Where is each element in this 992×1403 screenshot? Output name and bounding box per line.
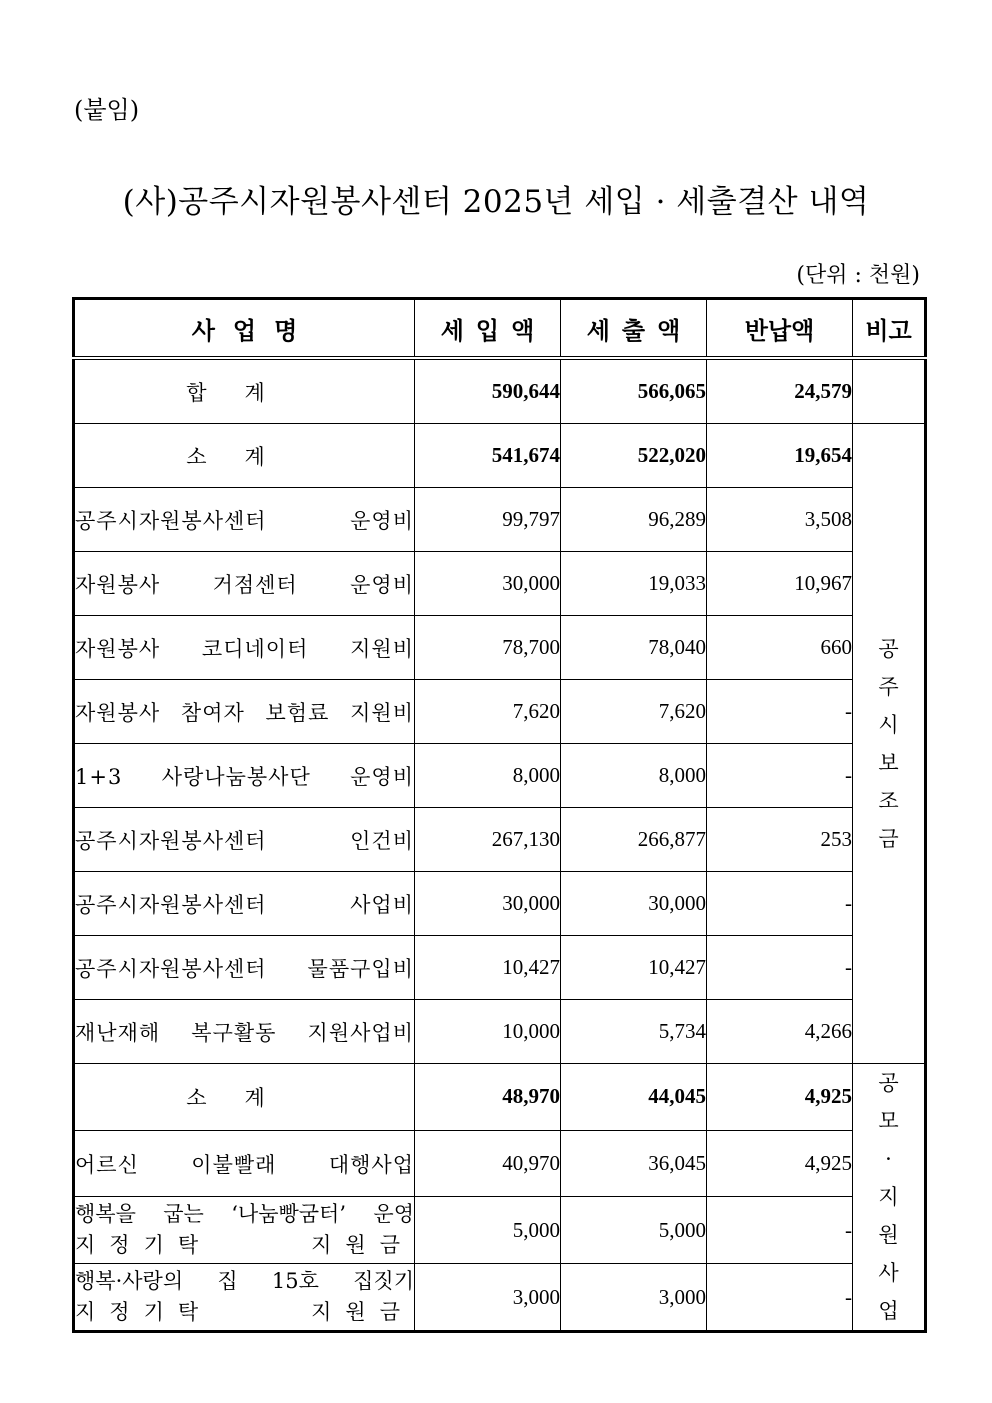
item-name: 1+3 사랑나눔봉사단 운영비 (74, 744, 415, 808)
grand-total-returned: 24,579 (707, 358, 853, 424)
item-name: 자원봉사 코디네이터 지원비 (74, 616, 415, 680)
item-name: 공주시자원봉사센터 사업비 (74, 872, 415, 936)
item-revenue: 5,000 (415, 1197, 561, 1264)
subtotal-revenue: 541,674 (415, 424, 561, 488)
table-header-row (74, 299, 926, 359)
subtotal-expenditure: 522,020 (561, 424, 707, 488)
subtotal-returned: 4,925 (707, 1064, 853, 1131)
item-name: 어르신 이불빨래 대행사업 (74, 1130, 415, 1197)
table-row (74, 680, 926, 744)
budget-table (72, 297, 927, 1333)
subtotal-label: 소계 (74, 424, 415, 488)
item-expenditure: 5,000 (561, 1197, 707, 1264)
header-expenditure: 세출액 (561, 299, 707, 359)
item-name-line2: 지정기탁 지원금 (75, 1233, 414, 1258)
item-returned: - (707, 1264, 853, 1332)
header-name: 사업명 (74, 299, 415, 359)
header-remarks: 비고 (853, 299, 926, 359)
item-name: 자원봉사 거점센터 운영비 (74, 552, 415, 616)
item-returned: - (707, 680, 853, 744)
item-name (74, 1264, 415, 1332)
table-row (74, 488, 926, 552)
grand-total-expenditure: 566,065 (561, 358, 707, 424)
item-expenditure: 19,033 (561, 552, 707, 616)
subtotal-expenditure: 44,045 (561, 1064, 707, 1131)
table-row (74, 808, 926, 872)
table-row (74, 616, 926, 680)
item-revenue: 78,700 (415, 616, 561, 680)
item-revenue: 40,970 (415, 1130, 561, 1197)
header-returned: 반납액 (707, 299, 853, 359)
remarks-char: 공 (878, 1071, 899, 1095)
item-returned: 253 (707, 808, 853, 872)
remarks-char: 원 (878, 1223, 899, 1247)
grand-total-row (74, 358, 926, 424)
item-revenue: 8,000 (415, 744, 561, 808)
remarks-char: 시 (878, 712, 899, 737)
item-revenue: 99,797 (415, 488, 561, 552)
remarks-char: 금 (878, 826, 899, 851)
remarks-group-contest-support (853, 1064, 926, 1332)
document-title: (사)공주시자원봉사센터 2025년 세입 · 세출결산 내역 (122, 184, 870, 220)
item-returned: - (707, 936, 853, 1000)
item-returned: 10,967 (707, 552, 853, 616)
item-returned: 4,925 (707, 1130, 853, 1197)
item-expenditure: 10,427 (561, 936, 707, 1000)
item-returned: 4,266 (707, 1000, 853, 1064)
subtotal-revenue: 48,970 (415, 1064, 561, 1131)
header-revenue: 세입액 (415, 299, 561, 359)
item-name (74, 1197, 415, 1264)
remarks-char: 업 (878, 1299, 899, 1323)
item-returned: 3,508 (707, 488, 853, 552)
item-revenue: 7,620 (415, 680, 561, 744)
subtotal-label: 소계 (74, 1064, 415, 1131)
table-row (74, 1000, 926, 1064)
item-revenue: 10,427 (415, 936, 561, 1000)
item-name-line1: 행복을 굽는 ‘나눔빵굼터’ 운영 (75, 1202, 414, 1227)
subtotal-row (74, 424, 926, 488)
remarks-char: 사 (878, 1261, 899, 1285)
table-row (74, 936, 926, 1000)
table-row (74, 552, 926, 616)
remarks-char: 주 (878, 674, 899, 699)
item-expenditure: 3,000 (561, 1264, 707, 1332)
attachment-label: (붙임) (74, 96, 140, 124)
item-revenue: 10,000 (415, 1000, 561, 1064)
item-name: 공주시자원봉사센터 물품구입비 (74, 936, 415, 1000)
item-name: 재난재해 복구활동 지원사업비 (74, 1000, 415, 1064)
item-returned: - (707, 1197, 853, 1264)
item-expenditure: 78,040 (561, 616, 707, 680)
unit-note: (단위 : 천원) (796, 263, 920, 288)
item-returned: - (707, 872, 853, 936)
item-name: 공주시자원봉사센터 인건비 (74, 808, 415, 872)
grand-total-remarks (853, 358, 926, 424)
remarks-char: 모 (878, 1109, 899, 1133)
table-row (74, 1130, 926, 1197)
grand-total-revenue: 590,644 (415, 358, 561, 424)
item-revenue: 267,130 (415, 808, 561, 872)
item-expenditure: 5,734 (561, 1000, 707, 1064)
remarks-char: 공 (878, 636, 899, 661)
grand-total-label: 합계 (74, 358, 415, 424)
item-expenditure: 96,289 (561, 488, 707, 552)
item-name-line1: 행복·사랑의 집 15호 집짓기 (75, 1269, 414, 1294)
remarks-char: 조 (878, 788, 899, 813)
item-expenditure: 8,000 (561, 744, 707, 808)
item-expenditure: 266,877 (561, 808, 707, 872)
subtotal-row (74, 1064, 926, 1131)
item-revenue: 3,000 (415, 1264, 561, 1332)
item-expenditure: 7,620 (561, 680, 707, 744)
remarks-char: 지 (878, 1185, 899, 1209)
item-expenditure: 30,000 (561, 872, 707, 936)
item-name: 공주시자원봉사센터 운영비 (74, 488, 415, 552)
item-revenue: 30,000 (415, 552, 561, 616)
remarks-char: 보 (878, 750, 899, 775)
table-row (74, 1197, 926, 1264)
table-row (74, 744, 926, 808)
remarks-group-subsidy (853, 424, 926, 1064)
table-row (74, 1264, 926, 1332)
item-name-line2: 지정기탁 지원금 (75, 1300, 414, 1325)
item-revenue: 30,000 (415, 872, 561, 936)
item-expenditure: 36,045 (561, 1130, 707, 1197)
subtotal-returned: 19,654 (707, 424, 853, 488)
table-row (74, 872, 926, 936)
item-returned: - (707, 744, 853, 808)
item-name: 자원봉사 참여자 보험료 지원비 (74, 680, 415, 744)
item-returned: 660 (707, 616, 853, 680)
remarks-char: · (885, 1147, 892, 1171)
